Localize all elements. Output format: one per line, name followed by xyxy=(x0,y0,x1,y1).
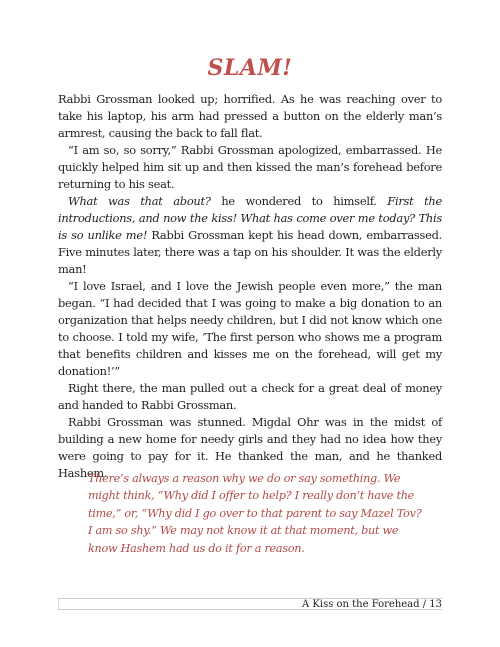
paragraph: Right there, the man pulled out a check for a great deal of money and handed to Rabbi Grossman. xyxy=(58,381,442,412)
paragraph: Rabbi Grossman looked up; horrified. As he was reaching over to take his laptop, his arm had pressed a button on the elderly man’s armrest, causing the back to fall flat. xyxy=(58,92,442,140)
italic-thought: First the introductions, and now the kiss! What has come over me today? This is so unlike me! xyxy=(58,194,443,242)
paragraph: “I love Israel, and I love the Jewish people even more,” the man began. “I had decided that I was going to make a big donation to an organization that helps needy children, but I did not know which one to choose. I told my wife, ‘The first person who shows me a program that benefits children and kisses me on the forehead, will get my donation!’” xyxy=(58,279,442,378)
paragraph-thoughts xyxy=(58,193,442,278)
narration: Rabbi Grossman kept his head down, embarrassed. Five minutes later, there was a tap on his shoulder. It was the elderly man! xyxy=(58,228,442,276)
page-footer xyxy=(58,598,442,610)
lesson-callout: There’s always a reason why we do or say something. We might think, “Why did I offer to help? I really don’t have the time,” or, “Why did I go over to that parent to say Mazel Tov? I am so shy.” We may not know it at that moment, but we know Hashem had us do it for a reason. xyxy=(88,472,422,555)
paragraph: “I am so, so sorry,” Rabbi Grossman apologized, embarrassed. He quickly helped him sit up and then kissed the man’s forehead before returning to his seat. xyxy=(58,143,442,191)
running-footer-text: A Kiss on the Forehead / 13 xyxy=(302,599,442,610)
chapter-heading: SLAM! xyxy=(207,55,293,81)
paragraph: Rabbi Grossman was stunned. Migdal Ohr was in the midst of building a new home for needy girls and they had no idea how they were going to pay for it. He thanked the man, and he thanked Hashem. xyxy=(58,415,442,480)
italic-thought: What was that about? xyxy=(68,194,211,208)
story-body xyxy=(58,91,442,482)
narration: he wondered to himself. xyxy=(210,194,388,208)
